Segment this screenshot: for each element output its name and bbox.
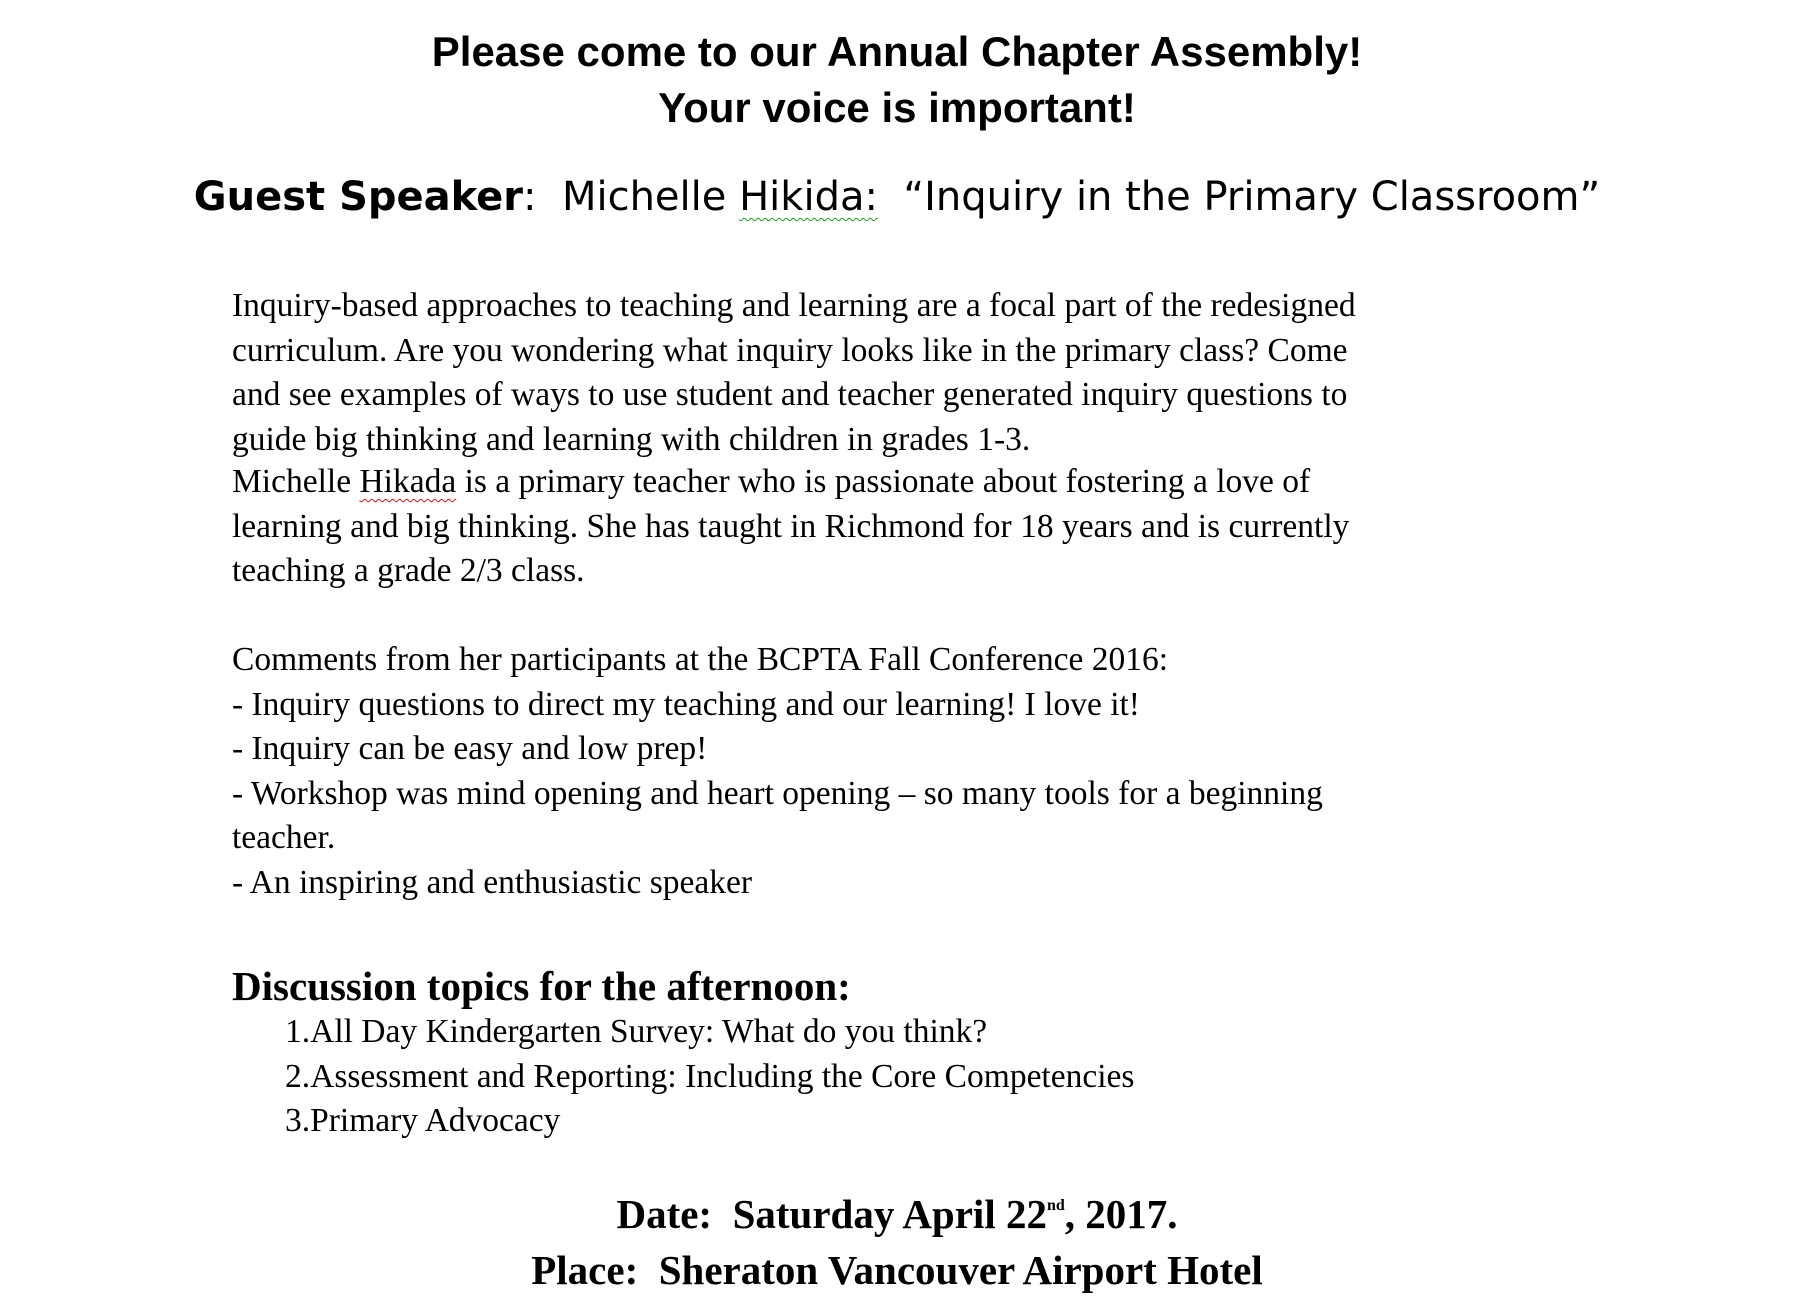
bio-line-rest: is a primary teacher who is passionate about fostering a love of <box>456 463 1311 500</box>
bio-first-name: Michelle <box>232 463 360 500</box>
topic-item: 1.All Day Kindergarten Survey: What do you think? <box>285 1013 988 1050</box>
event-year: , 2017. <box>1064 1191 1178 1237</box>
comment-item: - Workshop was mind opening and heart opening – so many tools for a beginning <box>232 774 1323 812</box>
intro-line: Inquiry-based approaches to teaching and learning are a focal part of the redesigned <box>232 287 1356 324</box>
discussion-topic-list <box>285 1010 1134 1144</box>
speaker-surname: Hikida: <box>739 174 878 220</box>
intro-line: curriculum. Are you wondering what inquiry looks like in the primary class? Come <box>232 331 1348 369</box>
bio-paragraph <box>232 460 1652 594</box>
guest-speaker-line <box>0 170 1794 224</box>
comment-item: - Inquiry can be easy and low prep! <box>232 730 708 767</box>
comment-item: - Inquiry questions to direct my teaching and our learning! I love it! <box>232 685 1140 723</box>
discussion-title: Discussion topics for the afternoon: <box>232 963 851 1009</box>
date-ordinal-suffix: nd <box>1046 1197 1065 1214</box>
guest-speaker-label: Guest Speaker <box>193 174 524 220</box>
bio-line: learning and big thinking. She has taught in Richmond for 18 years and is currently <box>232 507 1350 545</box>
bio-line: teaching a grade 2/3 class. <box>232 552 585 589</box>
intro-paragraph <box>232 284 1652 462</box>
talk-title: “Inquiry in the Primary Classroom” <box>877 174 1601 220</box>
headline: Please come to our Annual Chapter Assembly! <box>431 28 1363 75</box>
event-date-text: Date: Saturday April 22 <box>616 1191 1047 1237</box>
bio-surname: Hikada <box>359 463 457 500</box>
comments-heading: Comments from her participants at the BCPTA Fall Conference 2016: <box>232 641 1169 678</box>
bio-line <box>232 460 1652 505</box>
event-date <box>0 1186 1794 1242</box>
intro-line: guide big thinking and learning with children in grades 1-3. <box>232 420 1031 458</box>
intro-line: and see examples of ways to use student and teacher generated inquiry questions to <box>232 376 1348 413</box>
speaker-first-name: : Michelle <box>523 174 740 220</box>
comment-item: - An inspiring and enthusiastic speaker <box>232 863 753 901</box>
event-place: Place: Sheraton Vancouver Airport Hotel <box>531 1247 1263 1293</box>
comment-item: teacher. <box>232 819 336 856</box>
topic-item: 3.Primary Advocacy <box>285 1102 561 1139</box>
comments-section <box>232 638 1652 905</box>
subheadline: Your voice is important! <box>658 84 1136 131</box>
topic-item: 2.Assessment and Reporting: Including the Core Competencies <box>285 1057 1135 1095</box>
